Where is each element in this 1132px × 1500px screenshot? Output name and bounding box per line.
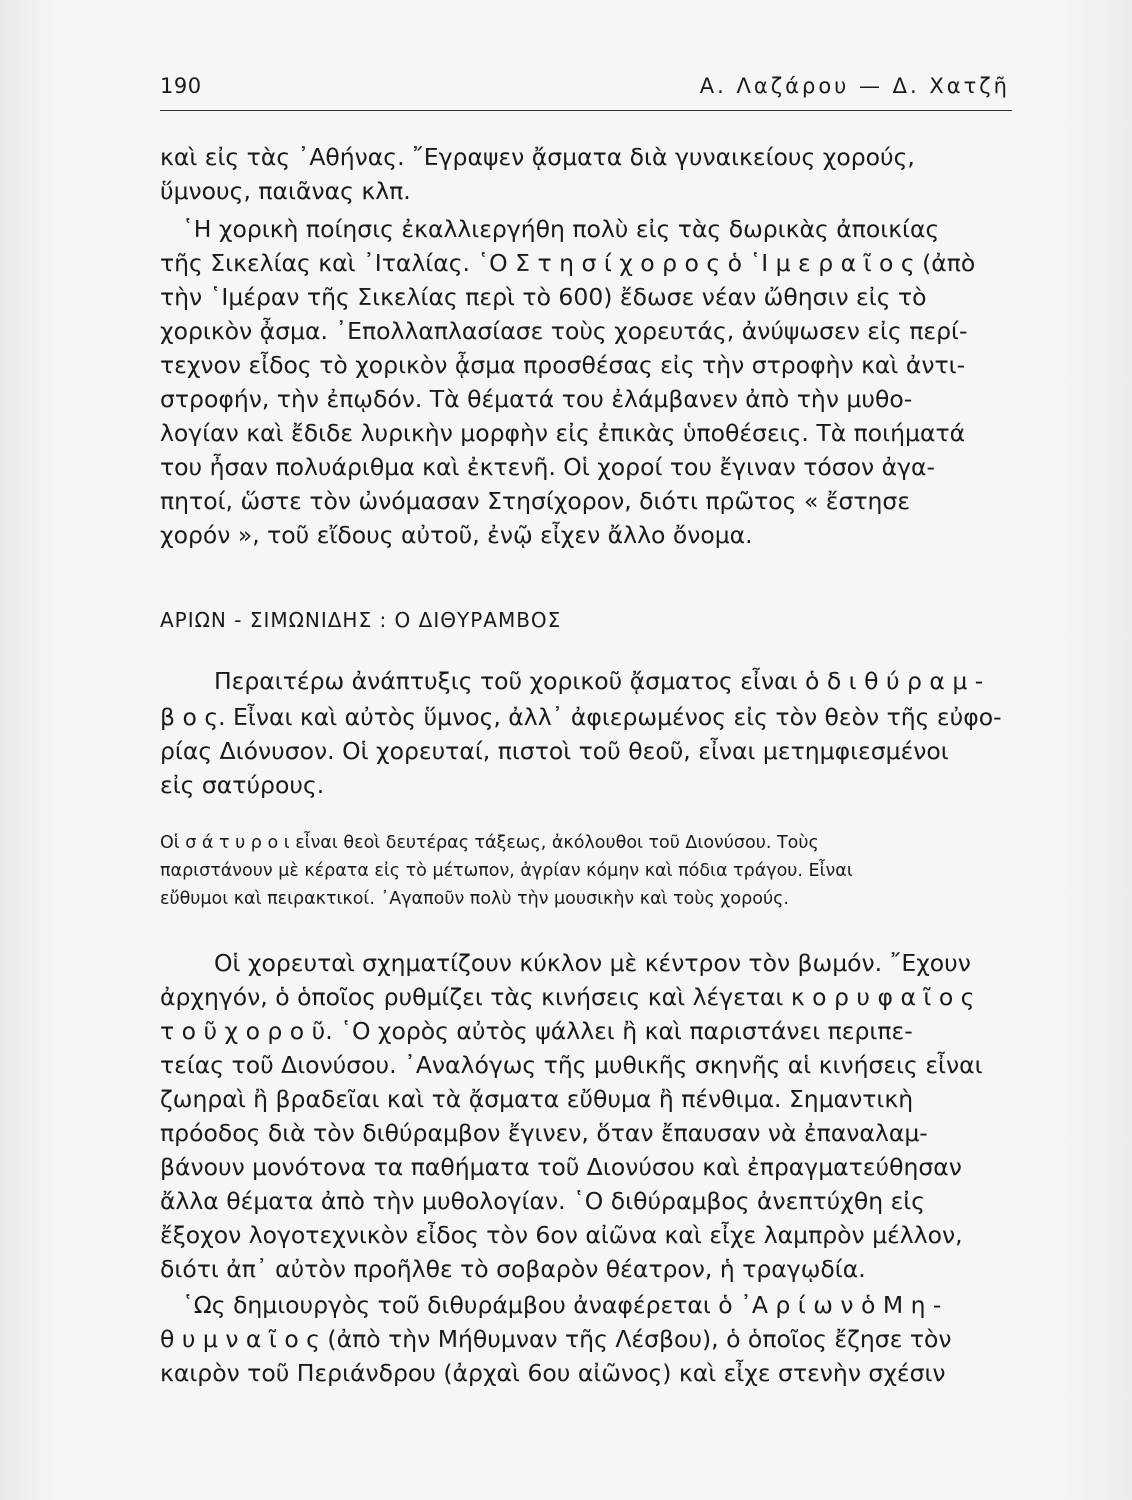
text-line: Περαιτέρω ἀνάπτυξις τοῦ χορικοῦ ᾄσματος εἶναι ὁ δ ι θ ύ ρ α μ - (214, 667, 984, 695)
text-line: τεχνον εἶδος τὸ χορικὸν ᾆσμα προσθέσας εἰς τὴν στροφὴν καὶ ἀντι- (160, 351, 966, 379)
text-line: καὶ εἰς τὰς ᾿Αθήνας. ῎Εγραψεν ᾄσματα διὰ γυναικείους χορούς, (160, 143, 915, 171)
text-line: τὴν ῾Ιμέραν τῆς Σικελίας περὶ τὸ 600) ἔδωσε νέαν ὤθησιν εἰς τὸ (160, 283, 927, 311)
text-line: λογίαν καὶ ἔδιδε λυρικὴν μορφὴν εἰς ἐπικὰς ὑποθέσεις. Τὰ ποιήματά (160, 419, 966, 447)
text-line: ῾Η χορικὴ ποίησις ἐκαλλιεργήθη πολὺ εἰς τὰς δωρικὰς ἀποικίας (182, 215, 940, 243)
text-line: ρίας Διόνυσον. Οἱ χορευταί, πιστοὶ τοῦ θεοῦ, εἶναι μετημφιεσμένοι (160, 737, 949, 765)
running-title: Α. Λαζάρου — Δ. Χατζῆ (699, 74, 1010, 98)
text-line: Οἱ χορευταὶ σχηματίζουν κύκλον μὲ κέντρον τὸν βωμόν. ῎Εχουν (214, 949, 971, 977)
text-line: χορικὸν ᾆσμα. ᾿Επολλαπλασίασε τοὺς χορευτάς, ἀνύψωσεν εἰς περί- (160, 317, 968, 345)
page-header (160, 74, 1010, 104)
page-number: 190 (160, 74, 202, 98)
text-line: στροφήν, τὴν ἐπῳδόν. Τὰ θέματά του ἐλάμβανεν ἀπὸ τὴν μυθο- (160, 385, 913, 413)
text-line: ἀρχηγόν, ὁ ὁποῖος ρυθμίζει τὰς κινήσεις καὶ λέγεται κ ο ρ υ φ α ῖ ο ς (160, 983, 975, 1011)
note-line: εὔθυμοι καὶ πειρακτικοί. ᾿Αγαποῦν πολὺ τὴν μουσικὴν καὶ τοὺς χορούς. (160, 889, 789, 909)
section-heading: ΑΡΙΩΝ - ΣΙΜΩΝΙΔΗΣ : Ο ΔΙΘΥΡΑΜΒΟΣ (160, 608, 562, 632)
text-line: διότι ἀπ᾿ αὐτὸν προῆλθε τὸ σοβαρὸν θέατρον, ἡ τραγῳδία. (160, 1255, 866, 1283)
text-line: ζωηραὶ ἢ βραδεῖαι καὶ τὰ ᾄσματα εὔθυμα ἢ πένθιμα. Σημαντικὴ (160, 1085, 914, 1113)
text-line: του ἦσαν πολυάριθμα καὶ ἐκτενῆ. Οἱ χοροί του ἔγιναν τόσον ἀγα- (160, 453, 935, 481)
text-line: β ο ς. Εἶναι καὶ αὐτὸς ὕμνος, ἀλλ᾿ ἀφιερωμένος εἰς τὸν θεὸν τῆς εὐφο- (160, 703, 1002, 731)
text-line: εἰς σατύρους. (160, 771, 325, 799)
text-line: ἔξοχον λογοτεχνικὸν εἶδος τὸν 6ον αἰῶνα καὶ εἶχε λαμπρὸν μέλλον, (160, 1221, 963, 1249)
text-line: τείας τοῦ Διονύσου. ᾿Αναλόγως τῆς μυθικῆς σκηνῆς αἱ κινήσεις εἶναι (160, 1051, 983, 1079)
note-line: Οἱ σ ά τ υ ρ ο ι εἶναι θεοὶ δευτέρας τάξεως, ἀκόλουθοι τοῦ Διονύσου. Τοὺς (160, 833, 819, 853)
text-line: πρόοδος διὰ τὸν διθύραμβον ἔγινεν, ὅταν ἔπαυσαν νὰ ἐπαναλαμ- (160, 1119, 928, 1147)
text-line: τῆς Σικελίας καὶ ᾿Ιταλίας. ῾Ο Σ τ η σ ί χ ο ρ ο ς ὁ ῾Ι μ ε ρ α ῖ ο ς (ἀπὸ (160, 249, 976, 277)
text-line: καιρὸν τοῦ Περιάνδρου (ἀρχαὶ 6ου αἰῶνος) καὶ εἶχε στενὴν σχέσιν (160, 1359, 946, 1387)
header-rule (160, 110, 1012, 111)
text-line: ὕμνους, παιᾶνας κλπ. (160, 177, 411, 205)
text-line: ῾Ως δημιουργὸς τοῦ διθυράμβου ἀναφέρεται ὁ ᾿Α ρ ί ω ν ὁ Μ η - (182, 1291, 942, 1319)
text-line: τ ο ῦ χ ο ρ ο ῦ. ῾Ο χορὸς αὐτὸς ψάλλει ἢ καὶ παριστάνει περιπε- (160, 1017, 913, 1045)
text-line: πητοί, ὥστε τὸν ὠνόμασαν Στησίχορον, διότι πρῶτος « ἔστησε (160, 487, 911, 515)
text-line: χορόν », τοῦ εἴδους αὐτοῦ, ἐνῷ εἶχεν ἄλλο ὄνομα. (160, 521, 753, 549)
note-line: παριστάνουν μὲ κέρατα εἰς τὸ μέτωπον, ἀγρίαν κόμην καὶ πόδια τράγου. Εἶναι (160, 861, 853, 881)
text-line: βάνουν μονότονα τα παθήματα τοῦ Διονύσου καὶ ἐπραγματεύθησαν (160, 1153, 962, 1181)
text-line: θ υ μ ν α ῖ ο ς (ἀπὸ τὴν Μήθυμναν τῆς Λέσβου), ὁ ὁποῖος ἔζησε τὸν (160, 1325, 952, 1353)
text-line: ἄλλα θέματα ἀπὸ τὴν μυθολογίαν. ῾Ο διθύραμβος ἀνεπτύχθη εἰς (160, 1187, 926, 1215)
